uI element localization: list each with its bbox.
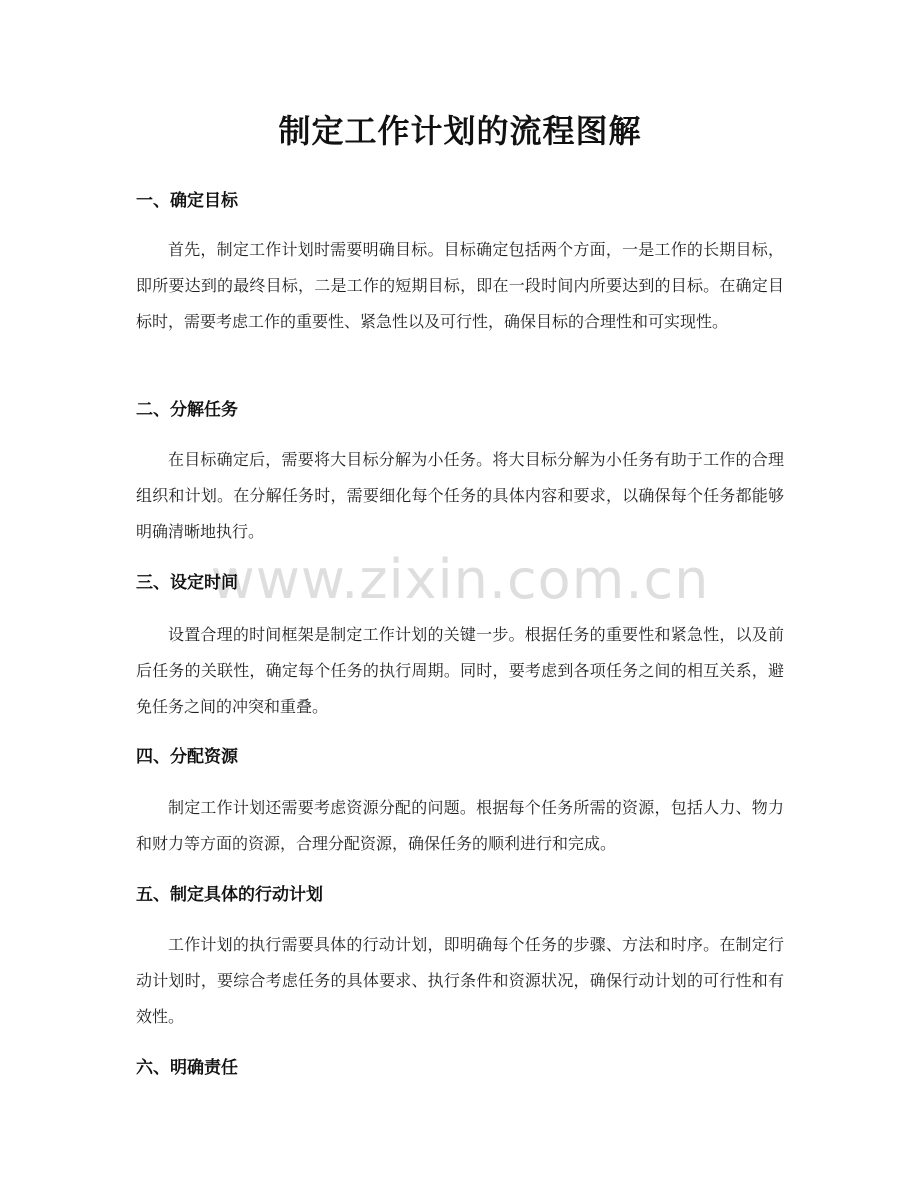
- section-heading-responsibility: 六、明确责任: [136, 1058, 238, 1078]
- section-heading-resources: 四、分配资源: [136, 747, 238, 767]
- section-heading-action-plan: 五、制定具体的行动计划: [136, 885, 323, 905]
- section-body-tasks: 在目标确定后，需要将大目标分解为小任务。将大目标分解为小任务有助于工作的合理组织和计划。在分解任务时，需要细化每个任务的具体内容和要求，以确保每个任务都能够明确清晰地执行。: [136, 450, 784, 541]
- site-watermark: www.zixin.com.cn: [210, 548, 710, 611]
- document-title: 制定工作计划的流程图解: [278, 112, 642, 150]
- section-body-goals: 首先，制定工作计划时需要明确目标。目标确定包括两个方面，一是工作的长期目标，即所要达到的最终目标，二是工作的短期目标，即在一段时间内所要达到的目标。在确定目标时，需要考虑工作的重要性、紧急性以及可行性，确保目标的合理性和可实现性。: [136, 240, 784, 331]
- section-heading-goals: 一、确定目标: [136, 191, 238, 211]
- section-body-time: 设置合理的时间框架是制定工作计划的关键一步。根据任务的重要性和紧急性，以及前后任务的关联性，确定每个任务的执行周期。同时，要考虑到各项任务之间的相互关系，避免任务之间的冲突和重叠。: [136, 625, 784, 716]
- section-body-action-plan: 工作计划的执行需要具体的行动计划，即明确每个任务的步骤、方法和时序。在制定行动计划时，要综合考虑任务的具体要求、执行条件和资源状况，确保行动计划的可行性和有效性。: [136, 935, 784, 1026]
- section-heading-tasks: 二、分解任务: [136, 400, 238, 420]
- section-heading-time: 三、设定时间: [136, 573, 238, 593]
- section-body-resources: 制定工作计划还需要考虑资源分配的问题。根据每个任务所需的资源，包括人力、物力和财力等方面的资源，合理分配资源，确保任务的顺利进行和完成。: [136, 798, 784, 853]
